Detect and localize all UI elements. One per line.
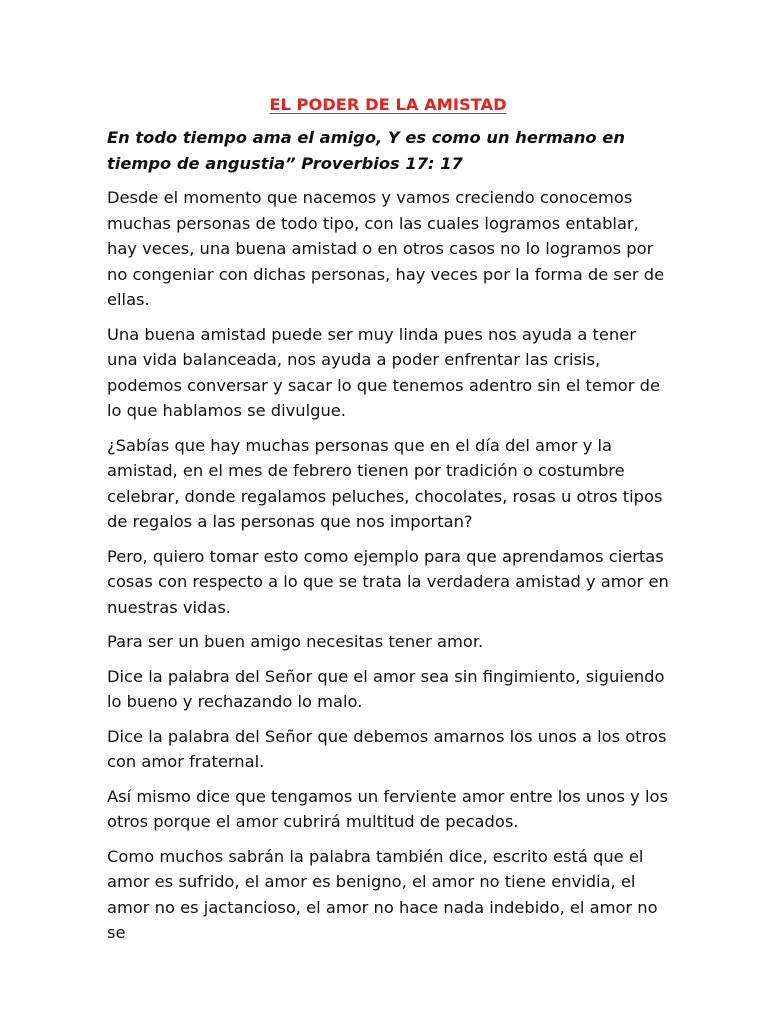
epigraph-quote: En todo tiempo ama el amigo, Y es como un hermano en tiempo de angustia” Proverbios 17: 17 [107,128,625,173]
paragraph: Dice la palabra del Señor que debemos amarnos los unos a los otros con amor fraternal. [107,726,667,771]
document-title: EL PODER DE LA AMISTAD [269,95,507,114]
paragraph: Pero, quiero tomar esto como ejemplo para que aprendamos ciertas cosas con respecto a lo que se trata la verdadera amistad y amor en nuestras vidas. [107,546,669,617]
paragraph: Así mismo dice que tengamos un ferviente amor entre los unos y los otros porque el amor cubrirá multitud de pecados. [107,786,668,831]
paragraph: Una buena amistad puede ser muy linda pues nos ayuda a tener una vida balanceada, nos ayuda a poder enfrentar las crisis, podemos conversar y sacar lo que tenemos adentro sin el temor de lo que hablamos se divulgue. [107,324,660,420]
paragraph: Desde el momento que nacemos y vamos creciendo conocemos muchas personas de todo tipo, con las cuales logramos entablar, hay veces, una buena amistad o en otros casos no lo logramos por no congeniar con dichas personas, hay veces por la forma de ser de ellas. [107,188,665,309]
document-body [107,92,669,955]
paragraph: Como muchos sabrán la palabra también dice, escrito está que el amor es sufrido, el amor es benigno, el amor no tiene envidia, el amor no es jactancioso, el amor no hace nada indebido, el amor no se [107,846,658,942]
paragraph: Dice la palabra del Señor que el amor sea sin fingimiento, siguiendo lo bueno y rechazando lo malo. [107,666,665,711]
paragraph: Para ser un buen amigo necesitas tener amor. [107,632,484,651]
paragraph: ¿Sabías que hay muchas personas que en el día del amor y la amistad, en el mes de febrero tienen por tradición o costumbre celebrar, donde regalamos peluches, chocolates, rosas u otros tipos de regalos a las personas que nos importan? [107,435,663,531]
